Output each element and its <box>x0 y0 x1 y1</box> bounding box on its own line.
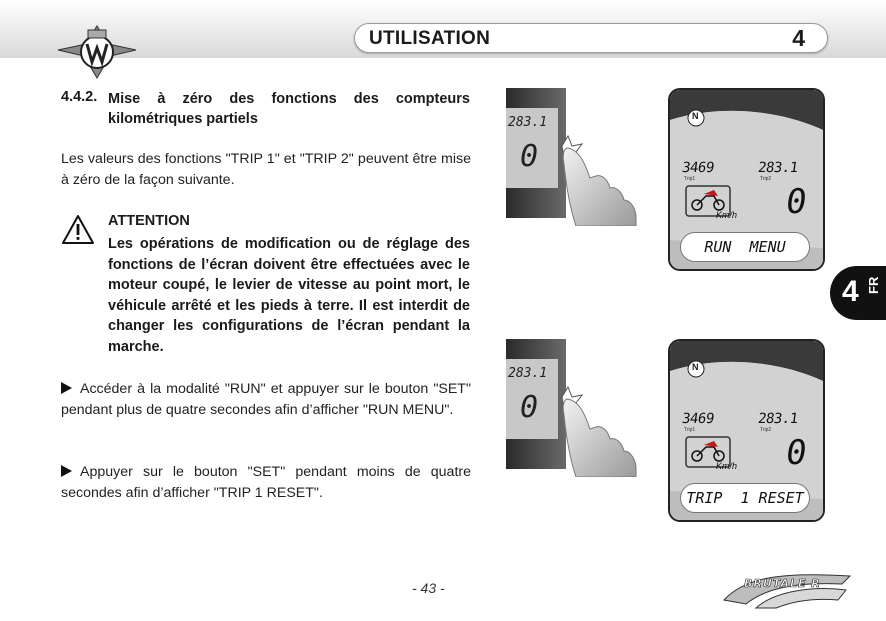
brand-logo-text: BRUTALE R <box>744 577 821 590</box>
language-tab-chapter: 4 <box>842 275 859 308</box>
warning-body: Les opérations de modification ou de réglage des fonctions de l’écran doivent être effectuées avec le moteur coupé, le levier de vitesse au point mort, le véhicule arrêté et les pieds à terre. Il est interdit de changer les configurations de l’écran pendant la marche. <box>108 236 470 355</box>
trip1-label: Trip1 <box>684 427 696 433</box>
step-text: Accéder à la modalité "RUN" et appuyer sur le bouton "SET" pendant plus de quatre secondes afin d’afficher "RUN MENU". <box>61 381 471 418</box>
speed-unit: Km/h <box>716 210 738 220</box>
photo-readout-trip: 283.1 <box>508 366 548 381</box>
section-number: 4.4.2. <box>61 89 98 105</box>
header-title-pill <box>354 23 828 53</box>
photo-finger-pressing-set-button <box>506 339 644 477</box>
bullet-arrow-icon <box>61 465 72 477</box>
speed-value: 0 <box>783 182 810 222</box>
photo-readout-trip: 283.1 <box>508 115 548 130</box>
step-item <box>61 379 471 421</box>
trip2-label: Trip2 <box>760 176 772 182</box>
photo-readout-speed: 0 <box>520 390 539 425</box>
brand-emblem-icon <box>56 20 138 82</box>
trip2-value: 283.1 <box>756 160 799 176</box>
dashboard-display-figure <box>668 339 825 522</box>
dashboard-display-figure <box>668 88 825 271</box>
step-item <box>61 462 471 504</box>
neutral-indicator: N <box>692 362 699 372</box>
trip1-label: Trip1 <box>684 176 696 182</box>
trip2-label: Trip2 <box>760 427 772 433</box>
warning-triangle-icon <box>61 214 95 246</box>
photo-readout-speed: 0 <box>520 139 539 174</box>
chapter-number: 4 <box>792 25 805 51</box>
display-menu-label: RUN MENU <box>680 232 810 262</box>
speed-unit: Km/h <box>716 461 738 471</box>
step-text: Appuyer sur le bouton "SET" pendant moins de quatre secondes afin d’afficher "TRIP 1 RESET". <box>61 464 471 501</box>
trip1-value: 3469 <box>680 411 715 427</box>
display-menu-label: TRIP 1 RESET <box>680 483 810 513</box>
speed-value: 0 <box>783 433 810 473</box>
neutral-indicator: N <box>692 111 699 121</box>
brutale-r-logo-icon <box>716 570 856 610</box>
page-title: UTILISATION <box>369 28 491 49</box>
language-tab <box>830 266 886 320</box>
trip2-value: 283.1 <box>756 411 799 427</box>
section-title: Mise à zéro des fonctions des compteurs kilométriques partiels <box>108 91 470 127</box>
trip1-value: 3469 <box>680 160 715 176</box>
bullet-arrow-icon <box>61 382 72 394</box>
intro-paragraph: Les valeurs des fonctions "TRIP 1" et "TRIP 2" peuvent être mise à zéro de la façon suivante. <box>61 151 471 188</box>
language-tab-code: FR <box>866 276 881 294</box>
photo-finger-pressing-set-button <box>506 88 644 226</box>
warning-heading: ATTENTION <box>108 213 190 229</box>
page-number: - 43 - <box>412 580 445 596</box>
